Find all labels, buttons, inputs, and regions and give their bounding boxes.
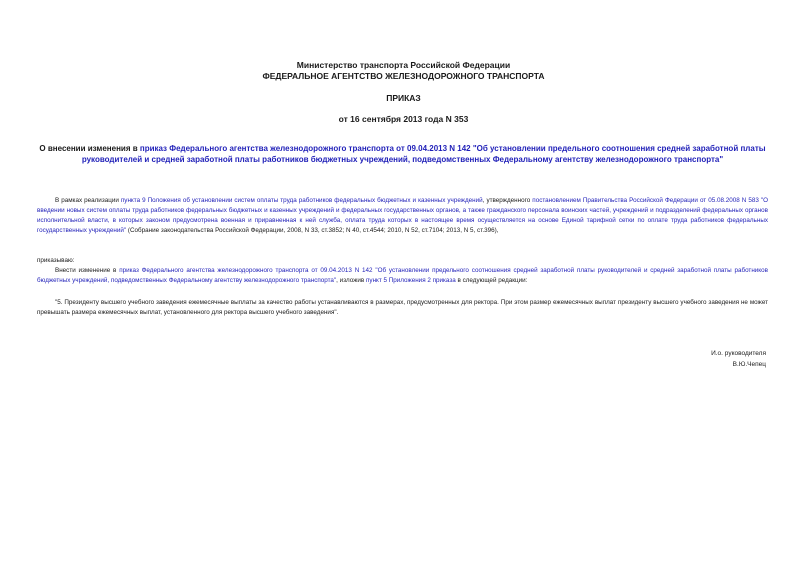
quoted-amendment: "5. Президенту высшего учебного заведения ежемесячные выплаты за качество работы устанавливаются в размерах, предусмотренных для ректора. При этом размер ежемесячных выплат президенту высшего учебного заведения не может превышать размера ежемесячных выплат, установленного для ректора высшего учебного заведения".: [37, 299, 768, 316]
link-order-142[interactable]: приказ Федерального агентства железнодорожного транспорта от 09.04.2013 N 142 "Об установлении предельного соотношения средней заработной платы руководителей и средней заработной платы работников бюджетных учреждений, подведомственных Федеральному агентству железнодорожного транспорта": [37, 267, 768, 284]
link-point-5-appendix-2[interactable]: пункт 5 Приложения 2 приказа: [366, 277, 456, 284]
document-type: ПРИКАЗ: [386, 93, 421, 103]
signature-position: И.о. руководителя: [711, 350, 766, 357]
agency-name: ФЕДЕРАЛЬНОЕ АГЕНТСТВО ЖЕЛЕЗНОДОРОЖНОГО ТРАНСПОРТА: [262, 71, 545, 81]
preamble-text-4: (Собрание законодательства Российской Федерации, 2008, N 33, ст.3852; N 40, ст.4544; 2010, N 52, ст.7104; 2013, N 5, ст.396),: [126, 227, 499, 234]
preamble-text-1: В рамках реализации: [55, 197, 121, 204]
title-prefix: О внесении изменения в: [39, 144, 140, 153]
amendment-paragraph: [37, 266, 768, 286]
document-date: от 16 сентября 2013 года N 353: [338, 114, 469, 124]
amend-text-2: , изложив: [336, 277, 367, 284]
preamble-paragraph: [37, 196, 768, 236]
signature-name: В.Ю.Чепец: [732, 361, 766, 368]
title-link-order-142[interactable]: приказ Федерального агентства железнодорожного транспорта от 09.04.2013 N 142 "Об установлении предельного соотношения средней заработной платы руководителей и средней заработной платы работников бюджетных учреждений, подведомственных Федеральному агентству железнодорожного транспорта": [81, 144, 766, 164]
amend-text-3: в следующей редакции:: [455, 277, 528, 284]
preamble-text-2: , утвержденного: [482, 197, 533, 204]
ministry-name: Министерство транспорта Российской Федерации: [296, 60, 511, 70]
link-point-9-regulation[interactable]: пункта 9 Положения об установлении систем оплаты труда работников федеральных бюджетных и казенных учреждений: [120, 197, 483, 204]
order-word: приказываю:: [37, 257, 75, 264]
amend-text-1: Внести изменение в: [55, 267, 120, 274]
link-decree-title[interactable]: "О введении новых систем оплаты труда работников федеральных бюджетных и казенных учреждений и федеральных государственных органов, а также гражданского персонала воинских частей, учреждений и подразделений федеральных органов исполнительной власти, в которых законом предусмотрена военная и приравненная к ней служба, оплата труда которых в настоящее время осуществляется на основе Единой тарифной сетки по оплате труда работников федеральных государственных учреждений": [37, 197, 769, 234]
link-government-decree-583[interactable]: постановлением Правительства Российской Федерации от 05.08.2008 N 583: [532, 197, 759, 204]
document-title: [37, 143, 768, 165]
